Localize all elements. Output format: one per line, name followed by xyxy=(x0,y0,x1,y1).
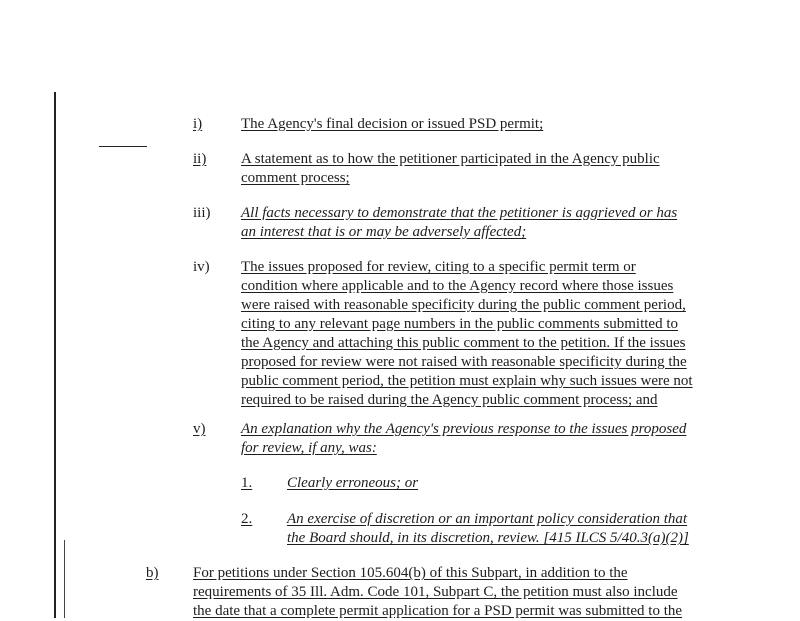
item-iii-line: All facts necessary to demonstrate that the petitioner is aggrieved or has xyxy=(241,205,678,221)
margin-dash xyxy=(99,146,147,147)
item-iv-line: the Agency and attaching this public comment to the petition. If the issues xyxy=(241,335,686,351)
subitem-1-text xyxy=(287,474,418,493)
item-iii-text xyxy=(241,204,677,242)
item-iv-line: required to be raised during the Agency public comment process; and xyxy=(241,392,658,408)
section-b-line: requirements of 35 Ill. Adm. Code 101, Subpart C, the petition must also include xyxy=(193,584,678,600)
item-ii-line: comment process; xyxy=(241,170,350,186)
item-ii-label: ii) xyxy=(193,151,207,167)
item-i-label: i) xyxy=(193,116,203,132)
item-v-text xyxy=(241,420,686,458)
item-ii-text xyxy=(241,150,660,188)
item-iv-line: citing to any relevant page numbers in the public comments submitted to xyxy=(241,316,678,332)
item-iv-line: were raised with reasonable specificity during the public comment period, xyxy=(241,297,686,313)
item-i-text xyxy=(241,115,543,134)
section-b-text xyxy=(193,564,682,621)
section-b-line: For petitions under Section 105.604(b) of this Subpart, in addition to the xyxy=(193,565,628,581)
subitem-1-line: Clearly erroneous; or xyxy=(287,475,419,491)
subitem-2-line: An exercise of discretion or an important policy consideration that xyxy=(287,511,688,527)
item-iv-label: iv) xyxy=(193,259,210,275)
item-i-line: The Agency's final decision or issued PSD permit; xyxy=(241,116,544,132)
subitem-2-text xyxy=(287,510,689,548)
subitem-2-line: the Board should, in its discretion, review. [415 ILCS 5/40.3(a)(2)] xyxy=(287,530,689,546)
item-v-label: v) xyxy=(193,421,206,437)
revision-bar xyxy=(54,92,56,618)
item-iii-line: an interest that is or may be adversely affected; xyxy=(241,224,527,240)
item-v-line: An explanation why the Agency's previous response to the issues proposed xyxy=(241,421,687,437)
item-v-line: for review, if any, was: xyxy=(241,440,377,456)
item-iv-text xyxy=(241,258,693,410)
item-iii-label: iii) xyxy=(193,205,211,221)
section-b-label: b) xyxy=(146,565,159,581)
section-b-line: the date that a complete permit application for a PSD permit was submitted to the xyxy=(193,603,683,619)
subitem-1-label: 1. xyxy=(241,475,253,491)
item-iv-line: The issues proposed for review, citing to a specific permit term or xyxy=(241,259,636,275)
item-iv-line: proposed for review were not raised with reasonable specificity during the xyxy=(241,354,687,370)
item-iv-line: condition where applicable and to the Agency record where those issues xyxy=(241,278,674,294)
item-iv-line: public comment period, the petition must explain why such issues were not xyxy=(241,373,693,389)
revision-bar-secondary xyxy=(64,540,65,618)
subitem-2-label: 2. xyxy=(241,511,253,527)
item-ii-line: A statement as to how the petitioner participated in the Agency public xyxy=(241,151,660,167)
